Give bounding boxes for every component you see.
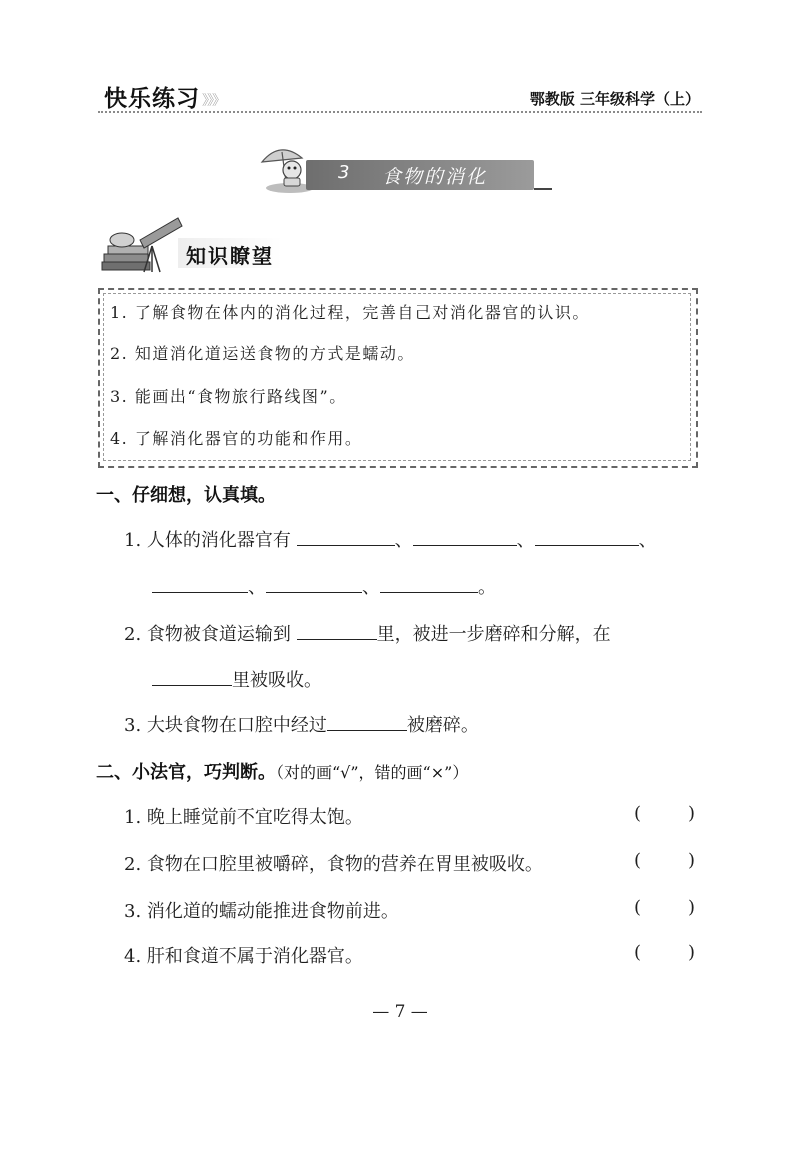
answer-blank[interactable]: [152, 574, 248, 593]
judge-item: 4. 肝和食道不属于消化器官。: [124, 946, 363, 967]
section-1-title: 一、仔细想，认真填。: [96, 485, 276, 506]
book-edition: 鄂教版 三年级科学（上）: [529, 90, 700, 108]
separator: 、: [516, 530, 535, 551]
answer-paren-close: ): [688, 897, 696, 918]
section-2-instructions: （对的画“√”，错的画“×”）: [276, 763, 469, 782]
separator: 、: [638, 530, 657, 551]
judge-item: 3. 消化道的蠕动能推进食物前进。: [124, 901, 399, 922]
question-3-text-a: 3. 大块食物在口腔中经过: [124, 715, 327, 736]
lesson-number: 3: [338, 162, 350, 183]
section-2-heading: 二、小法官，巧判断。: [96, 762, 276, 783]
question-2-text-c: 里被吸收。: [232, 670, 322, 691]
answer-box[interactable]: [648, 939, 686, 965]
answer-blank[interactable]: [152, 667, 232, 686]
header-arrows: 》》》: [202, 93, 224, 109]
answer-box[interactable]: [648, 894, 686, 920]
knowledge-item: 2. 知道消化道运送食物的方式是蠕动。: [110, 344, 415, 363]
answer-paren-open: (: [634, 897, 642, 918]
judge-item: 1. 晚上睡觉前不宜吃得太饱。: [124, 807, 363, 828]
answer-blank[interactable]: [266, 574, 362, 593]
fill-question-1-continued: [152, 573, 496, 599]
answer-blank[interactable]: [297, 527, 395, 546]
separator: 、: [394, 530, 413, 551]
answer-paren-open: (: [634, 850, 642, 871]
judge-item: 2. 食物在口腔里被嚼碎，食物的营养在胃里被吸收。: [124, 854, 543, 875]
book-series-title: 快乐练习: [104, 86, 200, 112]
lesson-title: 食物的消化: [382, 166, 488, 188]
answer-paren-open: (: [634, 803, 642, 824]
knowledge-item: 3. 能画出“食物旅行路线图”。: [110, 387, 347, 406]
end-mark: 。: [478, 577, 496, 598]
telescope-books-icon: [100, 210, 190, 276]
answer-blank[interactable]: [413, 527, 517, 546]
banner-underline: [534, 188, 552, 190]
answer-blank[interactable]: [535, 527, 639, 546]
knowledge-item: 1. 了解食物在体内的消化过程，完善自己对消化器官的认识。: [110, 303, 590, 322]
answer-paren-close: ): [688, 850, 696, 871]
fill-question-2: [124, 620, 611, 646]
question-3-text-b: 被磨碎。: [406, 715, 479, 736]
answer-paren-open: (: [634, 942, 642, 963]
knowledge-section-title: 知识瞭望: [186, 244, 274, 268]
question-2-text-b: 里，被进一步磨碎和分解，在: [376, 624, 611, 645]
answer-blank[interactable]: [327, 712, 407, 731]
answer-blank[interactable]: [297, 621, 377, 640]
separator: 、: [362, 577, 380, 598]
section-2-title: [96, 758, 468, 784]
fill-question-2-continued: [152, 666, 322, 692]
fill-question-1: [124, 526, 657, 552]
fill-question-3: [124, 711, 479, 737]
answer-box[interactable]: [648, 800, 686, 826]
header-divider: [98, 111, 702, 113]
page-number: — 7 —: [372, 1002, 428, 1022]
answer-paren-close: ): [688, 803, 696, 824]
knowledge-item: 4. 了解消化器官的功能和作用。: [110, 429, 363, 448]
question-1-text: 1. 人体的消化器官有: [124, 530, 291, 551]
answer-paren-close: ): [688, 942, 696, 963]
answer-box[interactable]: [648, 847, 686, 873]
answer-blank[interactable]: [380, 574, 478, 593]
question-2-text-a: 2. 食物被食道运输到: [124, 624, 291, 645]
separator: 、: [248, 577, 266, 598]
